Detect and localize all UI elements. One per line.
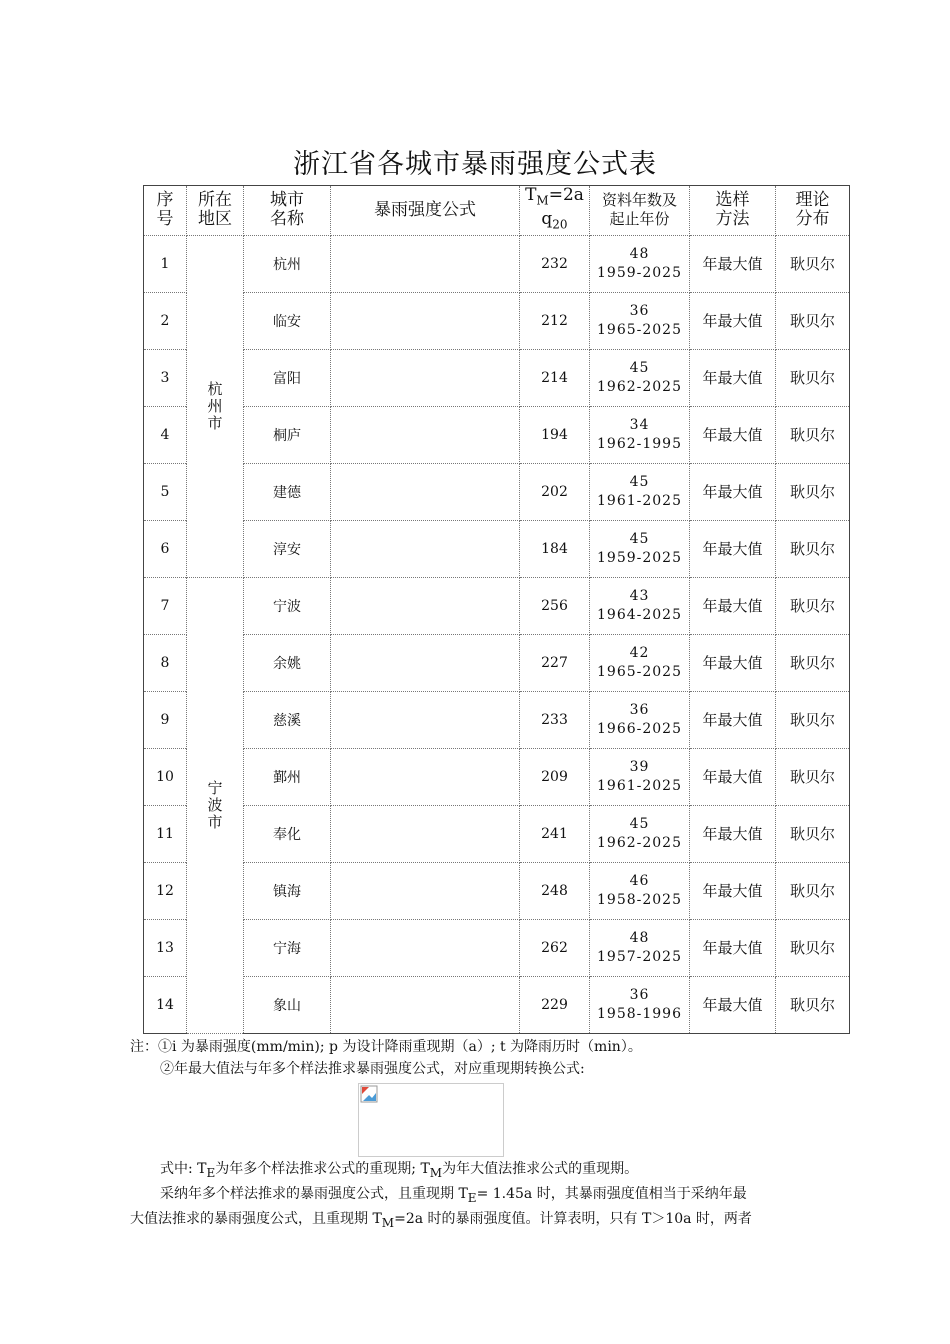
conversion-formula-image <box>358 1083 504 1157</box>
cell-seq: 4 <box>144 406 187 463</box>
cell-formula <box>331 235 520 292</box>
years-count: 34 <box>629 416 650 433</box>
cell-method: 年最大值 <box>690 691 776 748</box>
header-years: 资料年数及 起止年份 <box>590 186 690 236</box>
cell-seq: 8 <box>144 634 187 691</box>
cell-years <box>590 463 690 520</box>
table-row <box>144 862 850 919</box>
table-row <box>144 349 850 406</box>
years-span: 1959-2025 <box>597 264 682 281</box>
notes-section <box>130 1036 850 1080</box>
cell-formula <box>331 805 520 862</box>
cell-formula <box>331 463 520 520</box>
cell-method: 年最大值 <box>690 520 776 577</box>
cell-seq: 3 <box>144 349 187 406</box>
cell-years <box>590 805 690 862</box>
cell-distribution: 耿贝尔 <box>776 919 850 976</box>
cell-city: 淳安 <box>244 520 331 577</box>
cell-method: 年最大值 <box>690 349 776 406</box>
cell-years <box>590 748 690 805</box>
cell-city: 富阳 <box>244 349 331 406</box>
paragraph-line-2: 大值法推求的暴雨强度公式，且重现期 $T_M=2a$ 时的暴雨强度值。计算表明，只有 T＞10a 时，两者 <box>130 1211 752 1230</box>
cell-city: 余姚 <box>244 634 331 691</box>
cell-formula <box>331 520 520 577</box>
cell-distribution: 耿贝尔 <box>776 634 850 691</box>
cell-years <box>590 634 690 691</box>
cell-distribution: 耿贝尔 <box>776 292 850 349</box>
cell-city: 杭州 <box>244 235 331 292</box>
table-row <box>144 748 850 805</box>
cell-q20: 233 <box>520 691 590 748</box>
cell-city: 奉化 <box>244 805 331 862</box>
table-row <box>144 292 850 349</box>
cell-seq: 14 <box>144 976 187 1033</box>
cell-city: 慈溪 <box>244 691 331 748</box>
cell-years <box>590 520 690 577</box>
cell-distribution: 耿贝尔 <box>776 235 850 292</box>
cell-q20: 229 <box>520 976 590 1033</box>
cell-formula <box>331 748 520 805</box>
table-row <box>144 919 850 976</box>
where-clause: 式中: $T_E$为年多个样法推求公式的重现期; $T_M$为年大值法推求公式的重现期。 <box>160 1161 639 1180</box>
cell-seq: 5 <box>144 463 187 520</box>
years-span: 1962-2025 <box>597 378 682 395</box>
years-count: 45 <box>629 359 650 376</box>
cell-years <box>590 406 690 463</box>
table-body <box>144 235 850 1033</box>
cell-q20: 248 <box>520 862 590 919</box>
cell-city: 建德 <box>244 463 331 520</box>
cell-years <box>590 349 690 406</box>
cell-q20: 214 <box>520 349 590 406</box>
cell-distribution: 耿贝尔 <box>776 577 850 634</box>
years-span: 1965-2025 <box>597 321 682 338</box>
cell-method: 年最大值 <box>690 862 776 919</box>
cell-method: 年最大值 <box>690 292 776 349</box>
region-label: 宁波市 <box>205 779 224 831</box>
table-row <box>144 463 850 520</box>
cell-city: 镇海 <box>244 862 331 919</box>
broken-image-icon <box>360 1085 378 1103</box>
cell-distribution: 耿贝尔 <box>776 520 850 577</box>
cell-distribution: 耿贝尔 <box>776 463 850 520</box>
note-1: 注：①i 为暴雨强度(mm/min); p 为设计降雨重现期（a）; t 为降雨历时（min）。 <box>130 1039 642 1055</box>
years-span: 1966-2025 <box>597 720 682 737</box>
header-formula: 暴雨强度公式 <box>331 186 520 236</box>
cell-method: 年最大值 <box>690 463 776 520</box>
cell-city: 鄞州 <box>244 748 331 805</box>
cell-method: 年最大值 <box>690 748 776 805</box>
table-row <box>144 520 850 577</box>
years-span: 1962-2025 <box>597 834 682 851</box>
cell-region <box>187 235 244 577</box>
cell-method: 年最大值 <box>690 577 776 634</box>
cell-distribution: 耿贝尔 <box>776 976 850 1033</box>
cell-distribution: 耿贝尔 <box>776 349 850 406</box>
years-count: 39 <box>629 758 650 775</box>
table-row <box>144 235 850 292</box>
cell-seq: 6 <box>144 520 187 577</box>
cell-years <box>590 292 690 349</box>
cell-seq: 1 <box>144 235 187 292</box>
years-span: 1961-2025 <box>597 777 682 794</box>
cell-formula <box>331 976 520 1033</box>
years-count: 45 <box>629 473 650 490</box>
header-distribution: 理论 分布 <box>776 186 850 236</box>
years-count: 36 <box>629 986 650 1003</box>
cell-q20: 202 <box>520 463 590 520</box>
cell-distribution: 耿贝尔 <box>776 691 850 748</box>
cell-seq: 11 <box>144 805 187 862</box>
header-tm-q20: $T_M=2a$ $q_{20}$ <box>520 186 590 236</box>
cell-q20: 212 <box>520 292 590 349</box>
table-row <box>144 577 850 634</box>
years-span: 1958-1996 <box>597 1005 682 1022</box>
cell-method: 年最大值 <box>690 634 776 691</box>
table-row <box>144 976 850 1033</box>
years-span: 1962-1995 <box>597 435 682 452</box>
cell-years <box>590 577 690 634</box>
region-label: 杭州市 <box>205 380 224 432</box>
years-span: 1957-2025 <box>597 948 682 965</box>
cell-formula <box>331 349 520 406</box>
header-region: 所在 地区 <box>187 186 244 236</box>
note-2: ②年最大值法与年多个样法推求暴雨强度公式，对应重现期转换公式: <box>160 1061 585 1077</box>
cell-city: 临安 <box>244 292 331 349</box>
cell-formula <box>331 862 520 919</box>
cell-seq: 13 <box>144 919 187 976</box>
years-count: 45 <box>629 530 650 547</box>
years-span: 1961-2025 <box>597 492 682 509</box>
cell-years <box>590 691 690 748</box>
cell-q20: 209 <box>520 748 590 805</box>
cell-q20: 227 <box>520 634 590 691</box>
cell-years <box>590 976 690 1033</box>
table-header-row <box>144 186 850 236</box>
cell-seq: 9 <box>144 691 187 748</box>
years-count: 45 <box>629 815 650 832</box>
cell-q20: 262 <box>520 919 590 976</box>
cell-q20: 184 <box>520 520 590 577</box>
cell-city: 桐庐 <box>244 406 331 463</box>
cell-distribution: 耿贝尔 <box>776 748 850 805</box>
cell-method: 年最大值 <box>690 805 776 862</box>
cell-region <box>187 577 244 1033</box>
years-count: 48 <box>629 245 650 262</box>
cell-years <box>590 862 690 919</box>
cell-formula <box>331 691 520 748</box>
cell-years <box>590 919 690 976</box>
cell-method: 年最大值 <box>690 919 776 976</box>
cell-years <box>590 235 690 292</box>
cell-seq: 2 <box>144 292 187 349</box>
table-row <box>144 406 850 463</box>
cell-q20: 241 <box>520 805 590 862</box>
cell-seq: 12 <box>144 862 187 919</box>
years-count: 36 <box>629 302 650 319</box>
cell-formula <box>331 292 520 349</box>
rainstorm-formula-table <box>143 185 850 1034</box>
cell-seq: 7 <box>144 577 187 634</box>
years-count: 36 <box>629 701 650 718</box>
cell-distribution: 耿贝尔 <box>776 805 850 862</box>
cell-formula <box>331 634 520 691</box>
years-span: 1965-2025 <box>597 663 682 680</box>
cell-formula <box>331 577 520 634</box>
years-count: 43 <box>629 587 650 604</box>
cell-q20: 256 <box>520 577 590 634</box>
header-city: 城市 名称 <box>244 186 331 236</box>
cell-city: 象山 <box>244 976 331 1033</box>
years-span: 1959-2025 <box>597 549 682 566</box>
years-count: 46 <box>629 872 650 889</box>
cell-formula <box>331 919 520 976</box>
header-method: 选样 方法 <box>690 186 776 236</box>
page-title: 浙江省各城市暴雨强度公式表 <box>293 149 657 180</box>
years-count: 48 <box>629 929 650 946</box>
cell-method: 年最大值 <box>690 235 776 292</box>
paragraph-line-1: 采纳年多个样法推求的暴雨强度公式，且重现期 $T_E= 1.45a$ 时，其暴雨强度值相当于采纳年最 <box>160 1186 747 1205</box>
cell-city: 宁波 <box>244 577 331 634</box>
cell-q20: 232 <box>520 235 590 292</box>
cell-method: 年最大值 <box>690 406 776 463</box>
cell-method: 年最大值 <box>690 976 776 1033</box>
table-row <box>144 691 850 748</box>
years-count: 42 <box>629 644 650 661</box>
header-seq: 序 号 <box>144 186 187 236</box>
cell-seq: 10 <box>144 748 187 805</box>
cell-distribution: 耿贝尔 <box>776 406 850 463</box>
cell-q20: 194 <box>520 406 590 463</box>
table-row <box>144 805 850 862</box>
cell-formula <box>331 406 520 463</box>
table-row <box>144 634 850 691</box>
cell-distribution: 耿贝尔 <box>776 862 850 919</box>
cell-city: 宁海 <box>244 919 331 976</box>
years-span: 1958-2025 <box>597 891 682 908</box>
years-span: 1964-2025 <box>597 606 682 623</box>
